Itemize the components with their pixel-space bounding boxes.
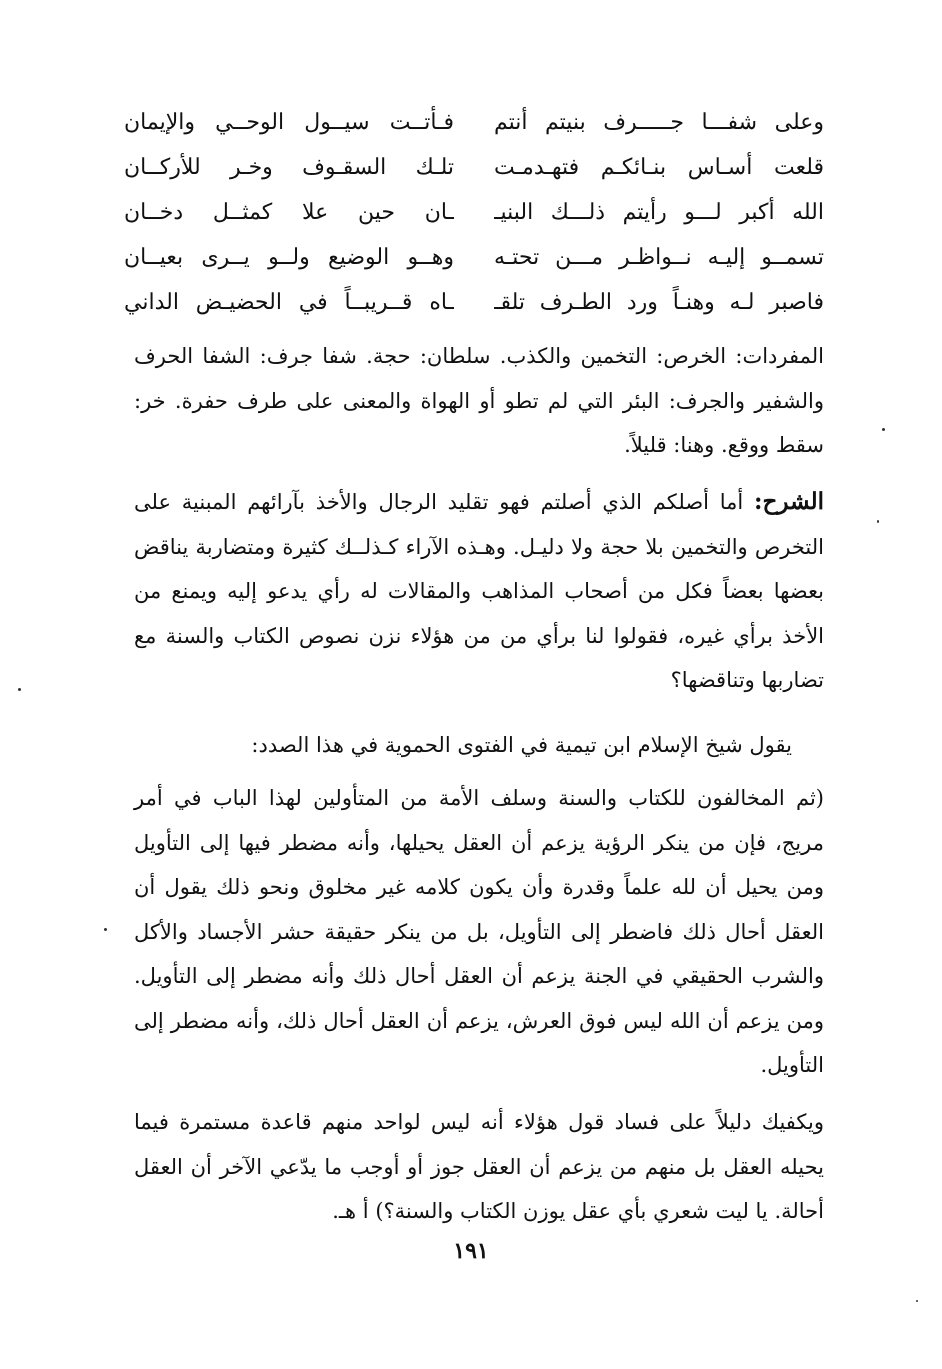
quotation-paragraph — [134, 776, 824, 1088]
poem-verse — [124, 280, 824, 325]
verse-second-hemistich: ـاه قــريبــاً في الحضيـض الداني — [124, 290, 454, 315]
vocabulary-text: المفردات: الخرص: التخمين والكذب. سلطان: حجة. شفا جرف: الشفا الحرف والشفير والجرف: البئر التي لم تطو أو الهواة والمعنى على طرف حفرة. خر: سقط ووقع. وهنا: قليلاً. — [134, 344, 824, 457]
poem-verse — [124, 235, 824, 280]
verse-first-hemistich: فاصبر لـه وهنـاً ورد الطـرف تلقـ — [494, 290, 824, 315]
poem-verse — [124, 190, 824, 235]
commentary-body: أما أصلكم الذي أصلتم فهو تقليد الرجال والأخذ بآرائهم المبنية على التخرص والتخمين بلا حجة ولا دليـل. وهـذه الآراء كـذلــك كثيرة ومتضاربة يناقض بعضها بعضاً فكل من أصحاب المذاهب والمقالات له رأي يدعو إليه ويمنع من الأخذ برأي غيره، فقولوا لنا برأي من من هؤلاء نزن نصوص الكتاب والسنة مع تضاربها وتناقضها؟ — [134, 490, 824, 692]
scan-speck — [882, 428, 885, 431]
scan-speck — [18, 688, 21, 691]
quote-intro-text: يقول شيخ الإسلام ابن تيمية في الفتوى الحموية في هذا الصدد: — [251, 733, 792, 757]
verse-second-hemistich: فـأتــت سيــول الوحــي والإيمان — [124, 110, 454, 135]
closing-paragraph — [134, 1100, 824, 1234]
poem-verse — [124, 145, 824, 190]
scan-speck — [877, 520, 879, 523]
verse-first-hemistich: قلعت أسـاس بنـائكـم فتهـدمـت — [494, 155, 824, 180]
commentary-text — [134, 480, 824, 703]
poem — [124, 100, 824, 325]
verse-first-hemistich: تسمــو إليـه نــواظـر مـــن تحتـه — [494, 245, 824, 270]
verse-second-hemistich: وهــو الوضيع ولــو يــرى بعيــان — [124, 245, 454, 270]
quote-intro — [132, 723, 792, 768]
vocabulary-paragraph — [134, 334, 824, 468]
verse-second-hemistich: ـان حين علا كمثــل دخــان — [124, 200, 454, 225]
scan-speck — [104, 928, 107, 931]
commentary-heading: الشرح: — [754, 488, 824, 515]
scan-speck — [916, 1300, 918, 1302]
verse-first-hemistich: وعلى شفـــا جـــــرف بنيتم أنتم — [494, 110, 824, 135]
verse-second-hemistich: تلـك السقـوف وخـر للأركــان — [124, 155, 454, 180]
verse-first-hemistich: الله أكبر لـــو رأيتم ذلـــك البنيـ — [494, 200, 824, 225]
poem-verse — [124, 100, 824, 145]
page-number: ١٩١ — [453, 1238, 489, 1264]
quotation-text: (ثم المخالفون للكتاب والسنة وسلف الأمة من المتأولين لهذا الباب في أمر مريج، فإن من ينكر الرؤية يزعم أن العقل يحيلها، وأنه مضطر فيها إلى التأويل ومن يحيل أن لله علماً وقدرة وأن يكون كلامه غير مخلوق ونحو ذلك يقول أن العقل أحال ذلك فاضطر إلى التأويل، بل من ينكر حقيقة حشر الأجساد والأكل والشرب الحقيقي في الجنة يزعم أن العقل أحال ذلك وأنه مضطر إلى التأويل. ومن يزعم أن الله ليس فوق العرش، يزعم أن العقل أحال ذلك، وأنه مضطر إلى التأويل. — [134, 786, 824, 1077]
closing-text: ويكفيك دليلاً على فساد قول هؤلاء أنه ليس لواحد منهم قاعدة مستمرة فيما يحيله العقل بل منهم من يزعم أن العقل جوز أو أوجب ما يدّعي الآخر أن العقل أحالة. يا ليت شعري بأي عقل يوزن الكتاب والسنة؟) أ هـ. — [134, 1110, 824, 1223]
commentary-paragraph — [134, 480, 824, 703]
